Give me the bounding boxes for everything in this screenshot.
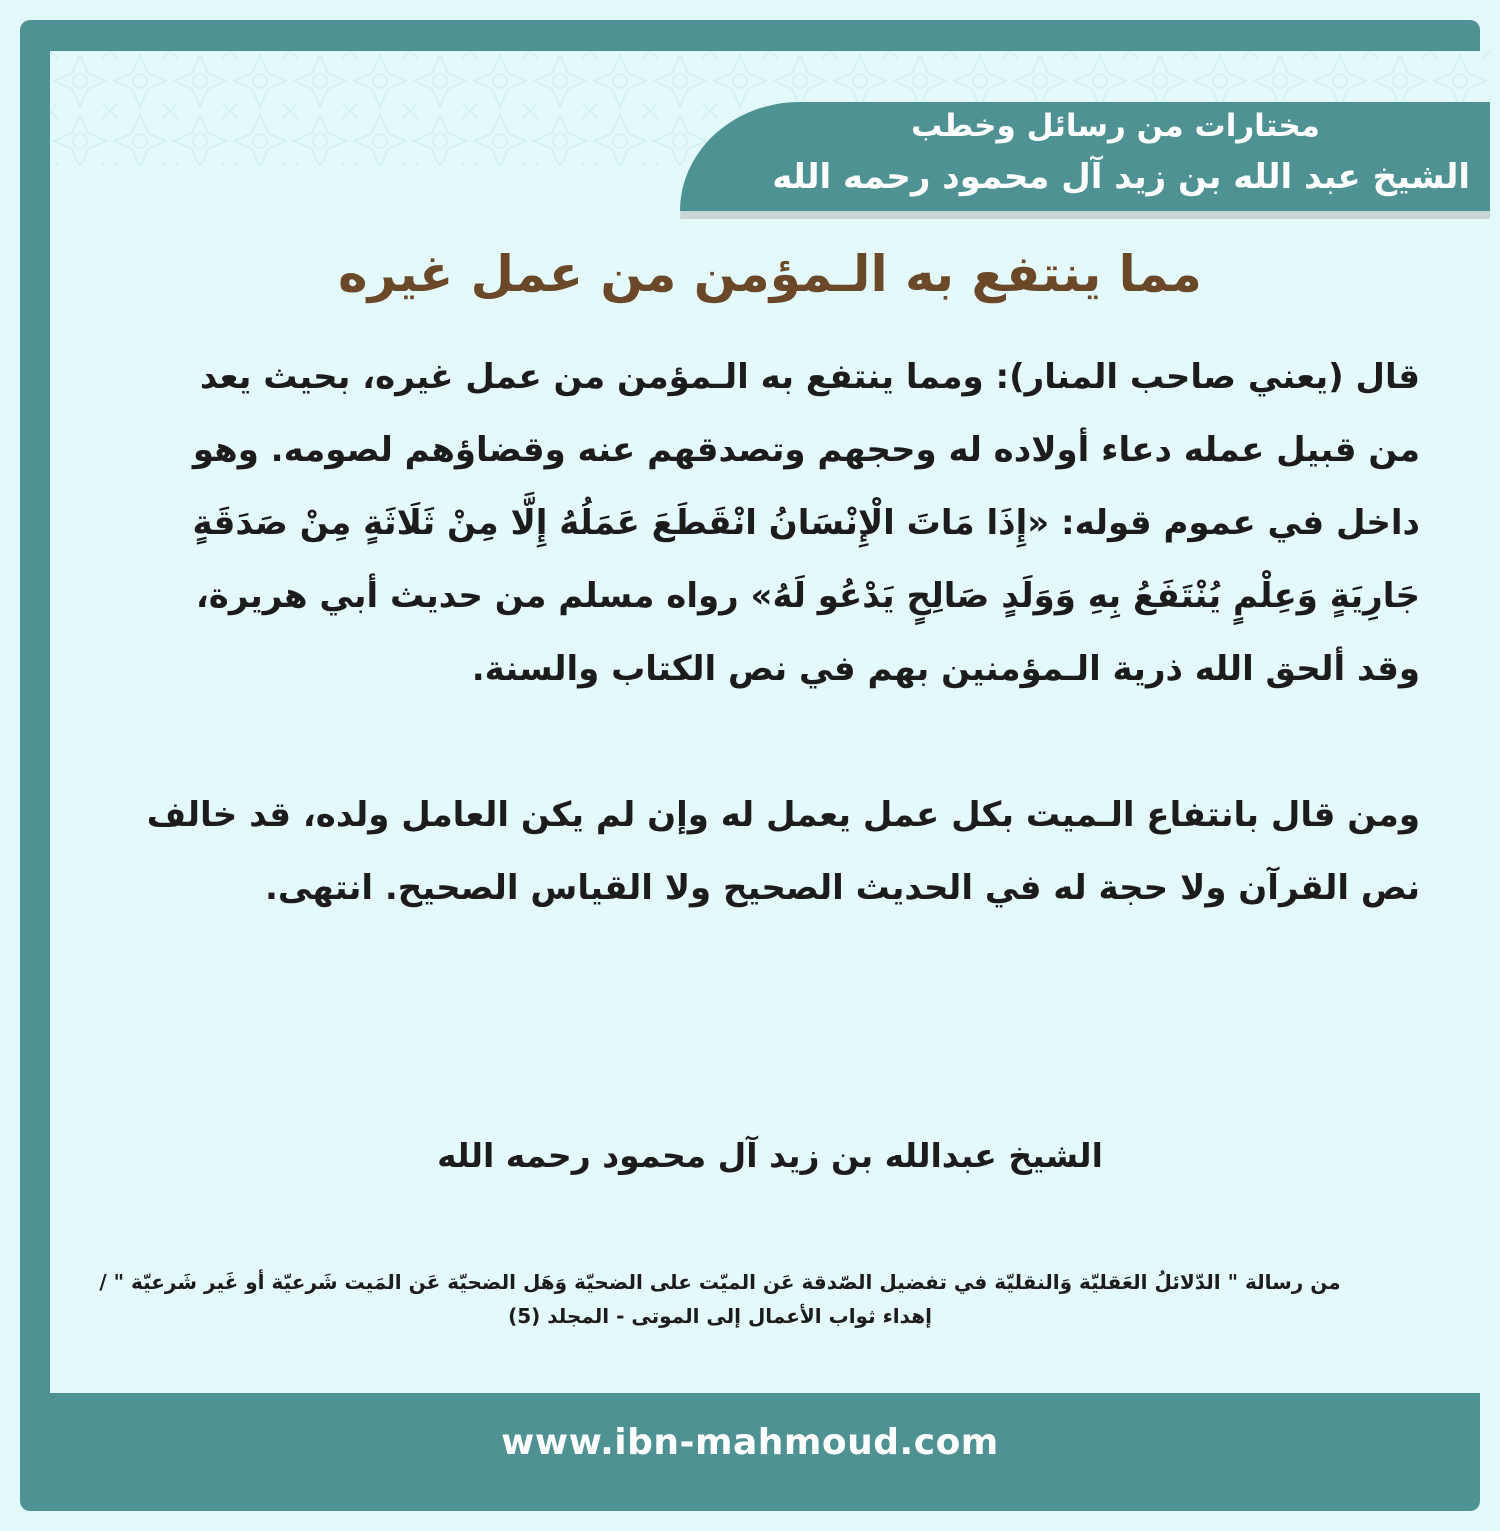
author-title: الشيخ عبد الله بن زيد آل محمود رحمه الله bbox=[772, 157, 1470, 197]
website-link[interactable]: www.ibn-mahmoud.com bbox=[501, 1422, 999, 1463]
article-body bbox=[140, 341, 1420, 925]
content-panel bbox=[50, 51, 1490, 1393]
series-title: مختارات من رسائل وخطب bbox=[911, 108, 1320, 144]
article-title: مما ينتفع به الـمؤمن من عمل غيره bbox=[338, 245, 1202, 303]
header-banner bbox=[680, 102, 1490, 211]
author-signature: الشيخ عبدالله بن زيد آل محمود رحمه الله bbox=[437, 1136, 1103, 1175]
body-paragraph: ومن قال بانتفاع الـميت بكل عمل يعمل له وإن لم يكن العامل ولده، قد خالف نص القرآن ولا حجة له في الحديث الصحيح ولا القياس الصحيح. انتهى. bbox=[146, 795, 1420, 908]
body-paragraph: قال (يعني صاحب المنار): ومما ينتفع به الـمؤمن من عمل غيره، بحيث يعد من قبيل عمله دعاء أولاده له وحجهم وتصدقهم عنه وقضاؤهم لصومه. وهو داخل في عموم قوله: «إِذَا مَاتَ الْإِنْسَانُ انْقَطَعَ عَمَلُهُ إِلَّا مِنْ ثَلَاثَةٍ مِنْ صَدَقَةٍ جَارِيَةٍ وَعِلْمٍ يُنْتَفَعُ بِهِ وَوَلَدٍ صَالِحٍ يَدْعُو لَهُ» رواه مسلم من حديث أبي هريرة، وقد ألحق الله ذرية الـمؤمنين بهم في نص الكتاب والسنة. bbox=[192, 357, 1420, 689]
source-citation: من رسالة " الدّلائلُ العَقليّة وَالنقليّة في تفضيل الصّدقة عَن الميّت على الضحيّة وَهَل الضحيّة عَن المَيت شَرعيّة أو غَير شَرعيّة " / إهداء ثواب الأعمال إلى الموتى - المجلد (5) bbox=[99, 1270, 1341, 1328]
